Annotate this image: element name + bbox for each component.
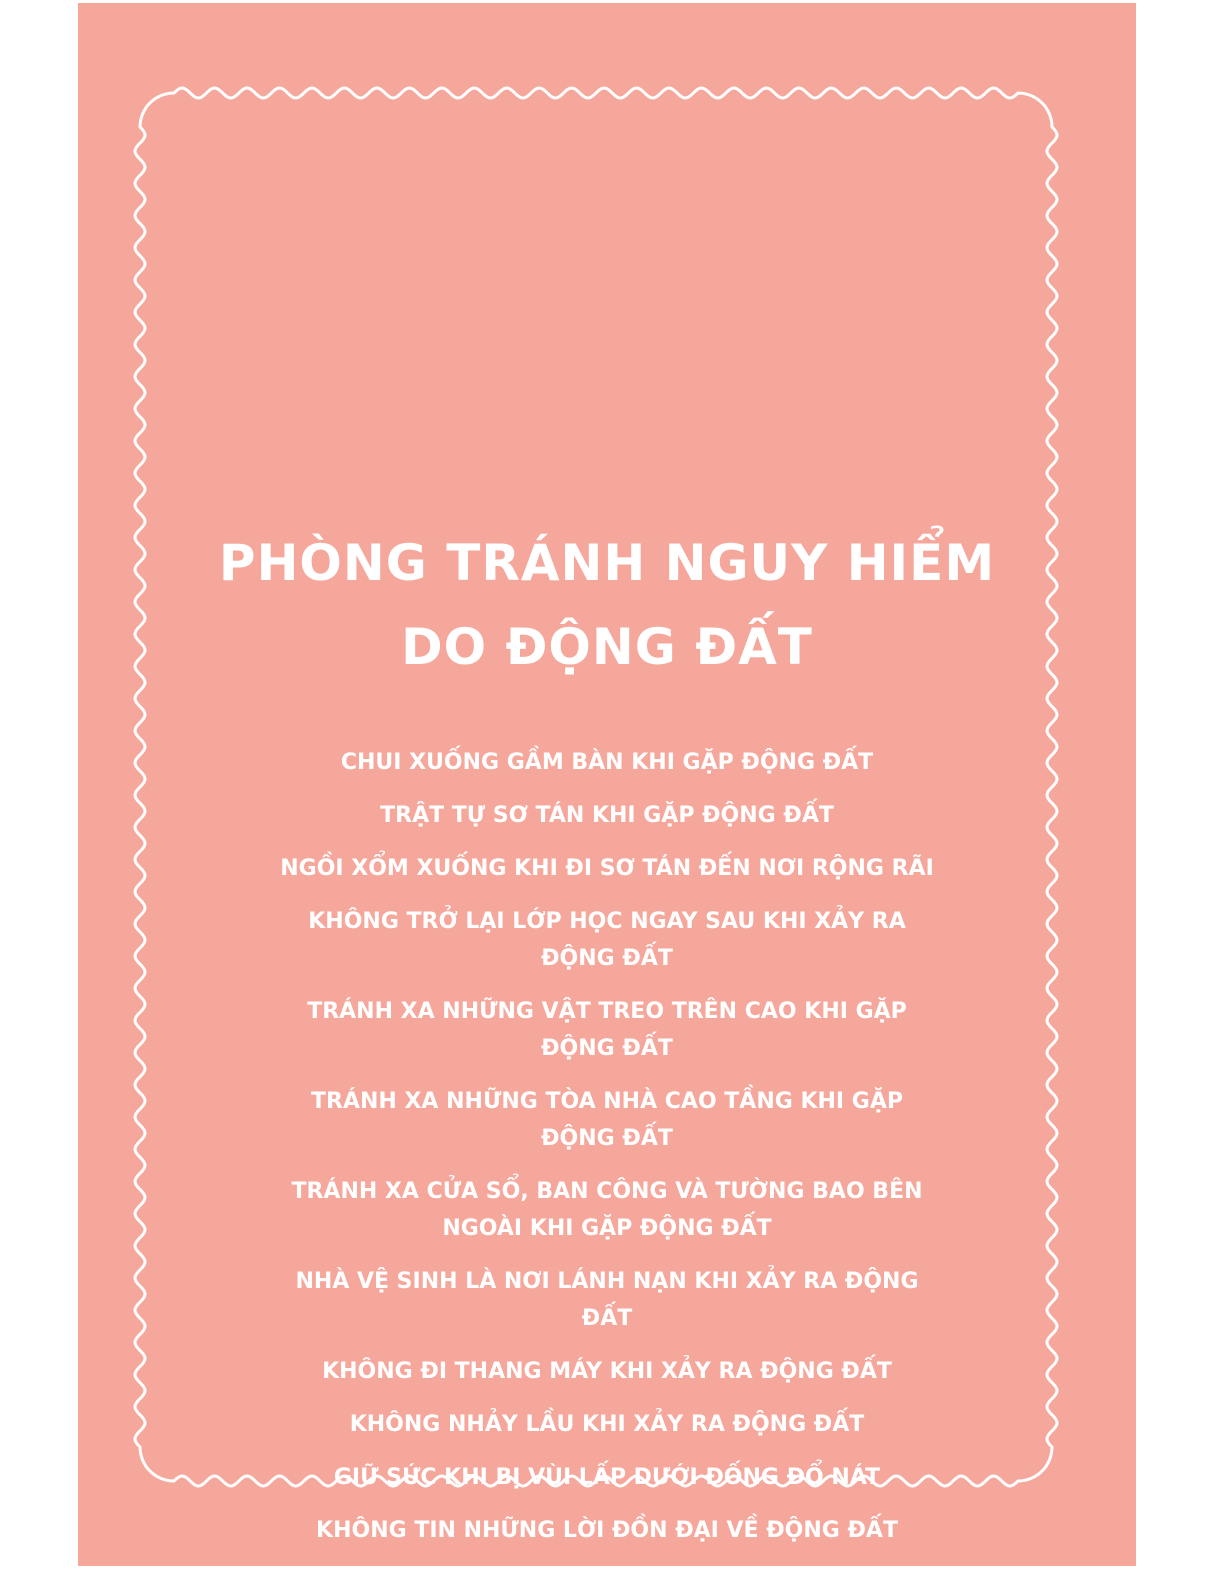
tip-item: TRẬT TỰ SƠ TÁN KHI GẶP ĐỘNG ĐẤT bbox=[380, 803, 834, 828]
tip-item: TRÁNH XA CỬA SỔ, BAN CÔNG VÀ TƯỜNG BAO BÊN NGOÀI KHI GẶP ĐỘNG ĐẤT bbox=[291, 1179, 923, 1241]
tip-item: GIỮ SỨC KHI BỊ VÙI LẤP DƯỚI ĐỐNG ĐỔ NÁT bbox=[333, 1465, 881, 1490]
tip-item: NHÀ VỆ SINH LÀ NƠI LÁNH NẠN KHI XẢY RA ĐỘNG ĐẤT bbox=[295, 1269, 919, 1331]
poster-page bbox=[78, 3, 1136, 1566]
tip-item: TRÁNH XA NHỮNG TÒA NHÀ CAO TẦNG KHI GẶP ĐỘNG ĐẤT bbox=[311, 1089, 903, 1151]
tip-item: CHUI XUỐNG GẦM BÀN KHI GẶP ĐỘNG ĐẤT bbox=[340, 750, 874, 775]
tip-item: NGỒI XỔM XUỐNG KHI ĐI SƠ TÁN ĐẾN NƠI RỘNG RÃI bbox=[280, 856, 934, 881]
tip-item: KHÔNG NHẢY LẦU KHI XẢY RA ĐỘNG ĐẤT bbox=[349, 1412, 865, 1437]
tip-item: TRÁNH XA NHỮNG VẬT TREO TRÊN CAO KHI GẶP ĐỘNG ĐẤT bbox=[307, 999, 907, 1061]
title-line-1: PHÒNG TRÁNH NGUY HIỂM bbox=[218, 534, 996, 592]
tip-item: KHÔNG TIN NHỮNG LỜI ĐỒN ĐẠI VỀ ĐỘNG ĐẤT bbox=[316, 1518, 898, 1543]
safety-tips-list bbox=[78, 744, 1136, 1549]
title-line-2: DO ĐỘNG ĐẤT bbox=[401, 618, 813, 676]
poster-title bbox=[78, 521, 1136, 689]
tip-item: KHÔNG ĐI THANG MÁY KHI XẢY RA ĐỘNG ĐẤT bbox=[322, 1359, 892, 1384]
tip-item: KHÔNG TRỞ LẠI LỚP HỌC NGAY SAU KHI XẢY RA ĐỘNG ĐẤT bbox=[308, 909, 906, 971]
poster-content bbox=[78, 521, 1136, 1565]
